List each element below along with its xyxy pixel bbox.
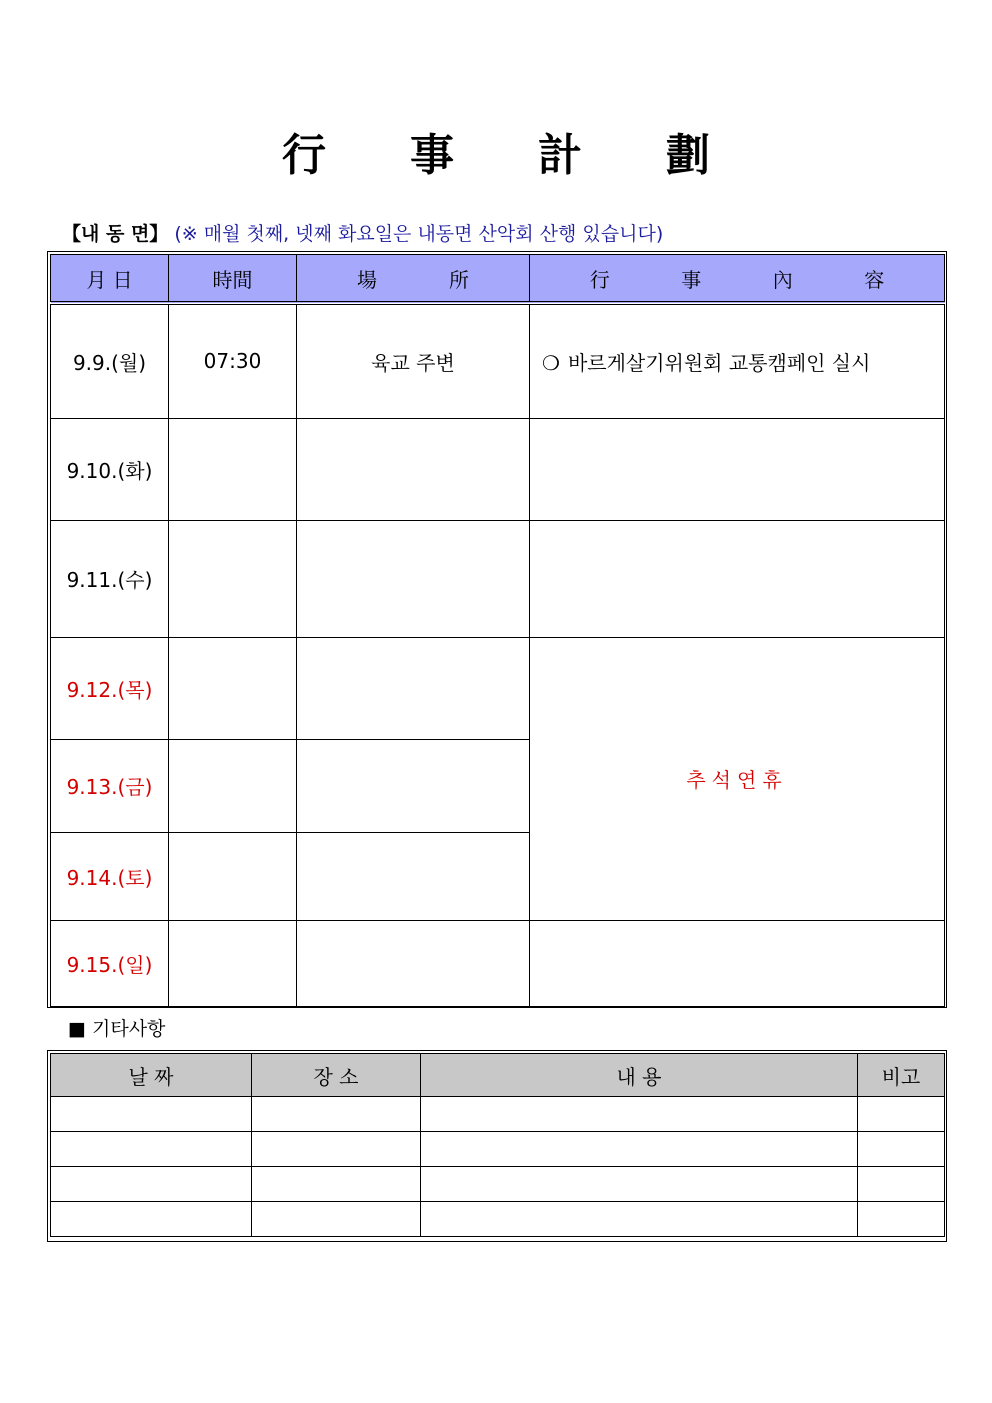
title-char: 計 — [538, 130, 582, 181]
row-event — [530, 418, 945, 520]
row-time — [169, 520, 297, 637]
row-time — [169, 739, 297, 832]
header-content-char: 容 — [864, 267, 885, 292]
schedule-table-frame — [47, 251, 947, 1008]
row-time: 07:30 — [169, 303, 297, 418]
table-row — [51, 1132, 945, 1167]
header-time: 時間 — [169, 255, 297, 304]
row-place — [297, 418, 530, 520]
row-time — [169, 832, 297, 920]
header-content — [530, 255, 945, 304]
row-time — [169, 920, 297, 1006]
department-heading — [62, 220, 663, 248]
department-note: (※ 매월 첫째, 넷째 화요일은 내동면 산악회 산행 있습니다) — [174, 223, 664, 245]
other-header-place: 장 소 — [252, 1054, 421, 1097]
other-header-date: 날 짜 — [51, 1054, 252, 1097]
row-place — [297, 739, 530, 832]
row-time — [169, 637, 297, 739]
table-row — [51, 637, 945, 739]
other-header-content: 내 용 — [421, 1054, 858, 1097]
header-place-char: 場 — [357, 267, 377, 292]
row-event-text: 바르게살기위원회 교통캠페인 실시 — [567, 350, 871, 375]
row-date: 9.10.(화) — [51, 418, 169, 520]
other-table — [50, 1053, 945, 1237]
page-title — [0, 128, 992, 184]
schedule-header-row — [51, 255, 945, 304]
table-row — [51, 1167, 945, 1202]
row-time — [169, 418, 297, 520]
row-date: 9.9.(월) — [51, 303, 169, 418]
header-content-char: 事 — [681, 267, 702, 292]
header-place — [297, 255, 530, 304]
table-row — [51, 303, 945, 418]
row-date: 9.12.(목) — [51, 637, 169, 739]
row-date: 9.15.(일) — [51, 920, 169, 1006]
table-row — [51, 920, 945, 1006]
other-header-note: 비고 — [858, 1054, 945, 1097]
header-date: 月 日 — [51, 255, 169, 304]
row-event — [530, 303, 945, 418]
row-place — [297, 920, 530, 1006]
table-row — [51, 520, 945, 637]
schedule-table — [50, 254, 945, 1007]
bullet-circle-icon: ❍ — [542, 350, 560, 375]
holiday-label: 추석연휴 — [686, 768, 788, 792]
row-date: 9.11.(수) — [51, 520, 169, 637]
title-char: 劃 — [666, 130, 710, 181]
table-row — [51, 418, 945, 520]
row-date: 9.14.(토) — [51, 832, 169, 920]
row-place: 육교 주변 — [297, 303, 530, 418]
other-table-frame — [47, 1050, 947, 1242]
header-content-char: 內 — [772, 267, 793, 292]
other-header-row — [51, 1054, 945, 1097]
department-name: 【내 동 면】 — [62, 223, 169, 245]
row-place — [297, 520, 530, 637]
title-char: 事 — [410, 130, 454, 181]
row-event — [530, 920, 945, 1006]
header-content-char: 行 — [589, 267, 610, 292]
row-event — [530, 520, 945, 637]
row-place — [297, 637, 530, 739]
other-matters-heading: ■ 기타사항 — [68, 1018, 166, 1040]
title-char: 行 — [282, 130, 326, 181]
row-date: 9.13.(금) — [51, 739, 169, 832]
row-place — [297, 832, 530, 920]
table-row — [51, 1202, 945, 1237]
header-place-char: 所 — [449, 267, 469, 292]
holiday-cell — [530, 637, 945, 920]
table-row — [51, 1097, 945, 1132]
